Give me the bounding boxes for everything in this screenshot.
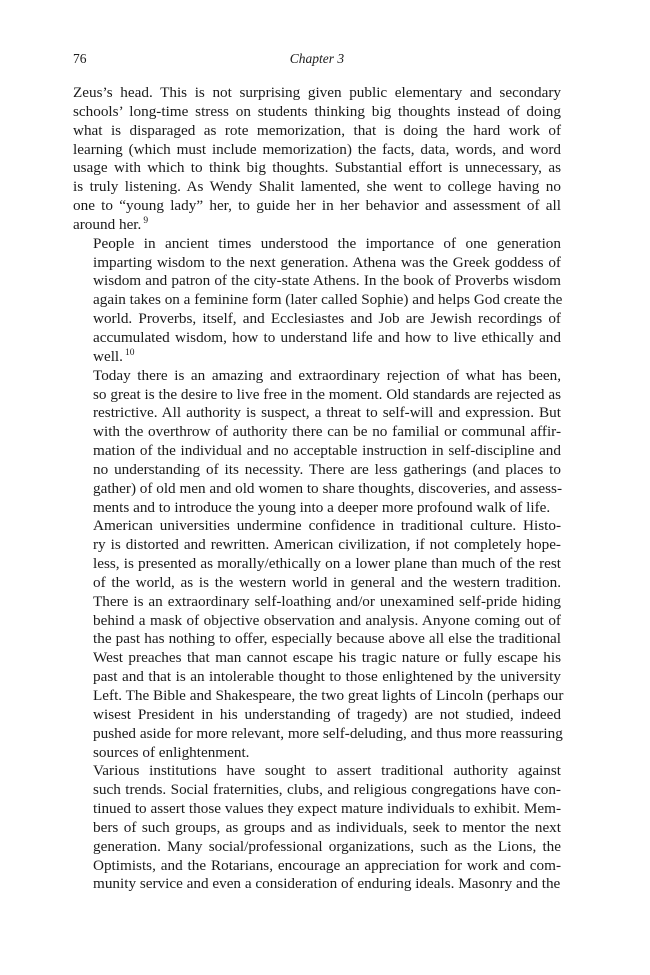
- text-line: [73, 141, 561, 160]
- line-text: munity service and even a consideration of enduring ideals. Masonry and the: [93, 875, 561, 893]
- text-line: [73, 216, 561, 235]
- line-text: of the world, as is the western world in general and the western tradition.: [93, 573, 561, 591]
- line-text: tinued to assert those values they expect mature individuals to exhibit. Mem-: [93, 800, 561, 818]
- line-text: with the overthrow of authority there can be no familial or communal affir-: [93, 423, 561, 441]
- chapter-title: Chapter 3: [289, 51, 345, 66]
- text-line: [73, 857, 561, 876]
- line-text: so great is the desire to live free in the moment. Old standards are rejected as: [93, 385, 561, 403]
- line-text: is truly listening. As Wendy Shalit lamented, she went to college having no: [73, 178, 561, 196]
- line-text: imparting wisdom to the next generation. Athena was the Greek goddess of: [93, 253, 561, 271]
- paragraph-1: [73, 84, 561, 235]
- running-head: [73, 48, 561, 70]
- text-line: [73, 310, 561, 329]
- text-line: [73, 386, 561, 405]
- text-line: [73, 706, 561, 725]
- line-text: what is disparaged as rote memorization, that is doing the hard work of: [73, 121, 561, 139]
- text-line: [73, 235, 561, 254]
- text-line: [73, 461, 561, 480]
- text-line: [73, 442, 561, 461]
- book-page: [73, 48, 564, 894]
- paragraph-5: [73, 762, 561, 894]
- line-text: wisest President in his understanding of tragedy) are not studied, indeed: [93, 705, 561, 723]
- line-text: one to “young lady” her, to guide her in her behavior and assessment of all: [73, 197, 561, 215]
- text-line: [73, 122, 561, 141]
- text-line: [73, 291, 561, 310]
- text-line: [73, 630, 561, 649]
- line-text: generation. Many social/professional organizations, such as the Lions, the: [93, 837, 561, 855]
- paragraph-3: [73, 367, 561, 518]
- line-text: well.: [93, 347, 123, 365]
- line-text: past and that is an intolerable thought to those enlightened by the university: [93, 668, 561, 686]
- page-number: 76: [73, 51, 87, 66]
- line-text: There is an extraordinary self-loathing and/or unexamined self-pride hiding: [93, 592, 561, 610]
- line-text: no understanding of its necessity. There are less gatherings (and places to: [93, 460, 561, 478]
- text-line: [73, 762, 561, 781]
- text-line: [73, 517, 561, 536]
- text-line: [73, 272, 561, 291]
- line-text: usage with which to think big thoughts. Substantial effort is unnecessary, as: [73, 159, 561, 177]
- line-text: Left. The Bible and Shakespeare, the two great lights of Lincoln (perhaps our: [93, 687, 564, 704]
- line-text: such trends. Social fraternities, clubs, and religious congregations have con-: [93, 781, 561, 799]
- paragraph-2: [73, 235, 561, 367]
- line-text: ry is distorted and rewritten. American civilization, if not completely hope-: [93, 536, 561, 554]
- line-text: bers of such groups, as groups and as individuals, seek to mentor the next: [93, 818, 561, 836]
- text-line: [73, 536, 561, 555]
- text-line: [73, 725, 561, 744]
- line-text: ments and to introduce the young into a deeper more profound walk of life.: [93, 498, 551, 516]
- text-line: [73, 254, 561, 273]
- paragraph-4: [73, 517, 564, 762]
- line-text: world. Proverbs, itself, and Ecclesiastes and Job are Jewish recordings of: [93, 310, 561, 328]
- text-line: [73, 159, 561, 178]
- line-text: Today there is an amazing and extraordinary rejection of what has been,: [93, 366, 561, 384]
- text-line: [73, 84, 561, 103]
- text-line: [73, 499, 561, 518]
- text-line: [73, 555, 561, 574]
- line-text: mation of the individual and no acceptable instruction in self-discipline and: [93, 442, 561, 460]
- text-line: [73, 178, 561, 197]
- text-line: [73, 367, 561, 386]
- text-line: [73, 668, 561, 687]
- text-line: [73, 800, 561, 819]
- line-text: sources of enlightenment.: [93, 743, 250, 761]
- text-line: [73, 103, 561, 122]
- line-text: restrictive. All authority is suspect, a threat to self-will and expression. But: [93, 404, 561, 422]
- line-text: accumulated wisdom, how to understand life and how to live ethically and: [93, 328, 561, 346]
- body-text: [73, 84, 564, 894]
- line-text: People in ancient times understood the importance of one generation: [93, 234, 561, 252]
- text-line: [73, 612, 561, 631]
- line-text: again takes on a feminine form (later called Sophie) and helps God create the: [93, 291, 563, 309]
- line-text: schools’ long-time stress on students thinking big thoughts instead of doing: [73, 102, 561, 120]
- text-line: [73, 404, 561, 423]
- line-text: West preaches that man cannot escape his tragic nature or fully escape his: [93, 649, 561, 667]
- text-line: [73, 819, 561, 838]
- text-line: [73, 649, 561, 668]
- text-line: [73, 781, 561, 800]
- line-text: wisdom and patron of the city-state Athens. In the book of Proverbs wisdom: [93, 272, 561, 290]
- text-line: [73, 574, 561, 593]
- text-line: [73, 687, 564, 706]
- text-line: [73, 197, 561, 216]
- line-text: less, is presented as morally/ethically on a lower plane than much of the rest: [93, 555, 561, 573]
- line-text: behind a mask of objective observation and analysis. Anyone coming out of: [93, 611, 561, 629]
- text-line: [73, 593, 561, 612]
- text-line: [73, 875, 561, 894]
- footnote-marker[interactable]: 10: [124, 347, 135, 358]
- line-text: Optimists, and the Rotarians, encourage an appreciation for work and com-: [93, 856, 561, 874]
- line-text: American universities undermine confidence in traditional culture. Histo-: [93, 517, 561, 535]
- line-text: learning (which must include memorization) the facts, data, words, and word: [73, 140, 561, 158]
- line-text: Zeus’s head. This is not surprising given public elementary and secondary: [73, 84, 561, 101]
- text-line: [73, 348, 561, 367]
- line-text: pushed aside for more relevant, more self-deluding, and thus more reassuring: [93, 724, 563, 742]
- line-text: gather) of old men and old women to share thoughts, discoveries, and assess-: [93, 479, 563, 497]
- text-line: [73, 423, 561, 442]
- line-text: Various institutions have sought to assert traditional authority against: [93, 762, 561, 780]
- line-text: around her.: [73, 215, 142, 233]
- text-line: [73, 838, 561, 857]
- text-line: [73, 744, 561, 763]
- text-line: [73, 329, 561, 348]
- footnote-marker[interactable]: 9: [143, 215, 149, 226]
- line-text: the past has nothing to offer, especially because above all else the traditional: [93, 630, 561, 648]
- text-line: [73, 480, 561, 499]
